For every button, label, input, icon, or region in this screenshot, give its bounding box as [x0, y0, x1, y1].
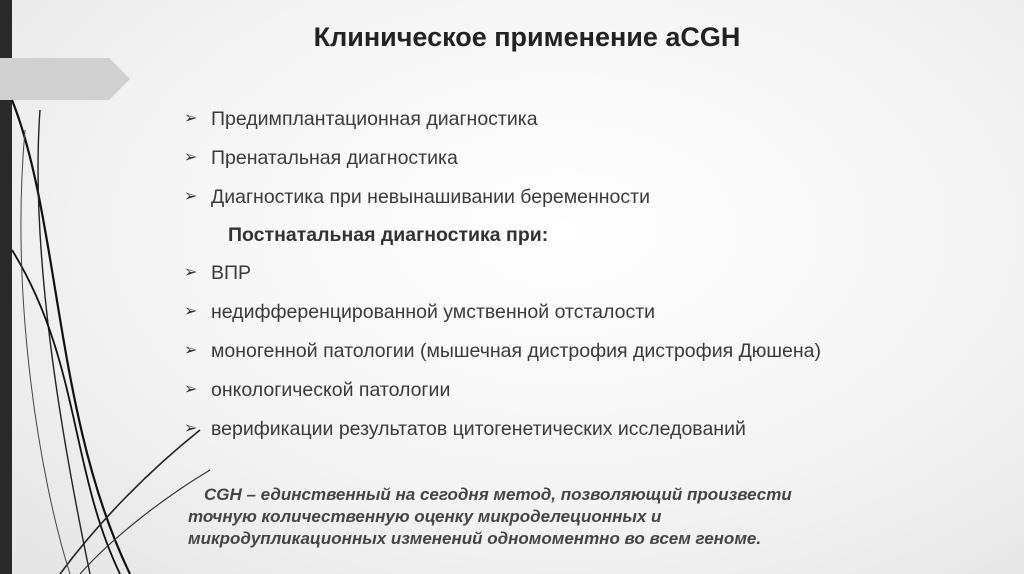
list-item-text: Диагностика при невынашивании беременности [211, 186, 650, 208]
note-line: точную количественную оценку микроделеционных и [188, 507, 662, 526]
arrow-bullet-icon: ➢ [184, 381, 198, 398]
slide-title: Клиническое применение aCGH [313, 22, 741, 52]
content-list [184, 106, 1004, 442]
arrow-bullet-icon: ➢ [184, 110, 198, 127]
list-item [184, 377, 1004, 403]
list-item [184, 416, 1004, 442]
note-line: CGH – единственный на сегодня метод, позволяющий произвести [204, 485, 792, 504]
list-item [184, 145, 1004, 171]
list-item-text: верификации результатов цитогенетических исследований [211, 418, 746, 440]
list-item [184, 299, 1004, 325]
list-item [184, 106, 1004, 132]
list-item-text: ВПР [211, 262, 252, 284]
arrow-bullet-icon: ➢ [184, 303, 198, 320]
note-line: микродупликационных изменений одномоментно во всем геноме. [188, 529, 762, 548]
list-item [184, 338, 1004, 364]
arrow-bullet-icon: ➢ [184, 149, 198, 166]
list-item [184, 184, 1004, 210]
list-item-text: онкологической патологии [211, 379, 451, 401]
arrow-bullet-icon: ➢ [184, 188, 198, 205]
subheading: Постнатальная диагностика при: [228, 224, 549, 246]
list-item-text: Предимплантационная диагностика [211, 108, 538, 130]
arrow-bullet-icon: ➢ [184, 264, 198, 281]
arrow-bullet-icon: ➢ [184, 420, 198, 437]
list-item-text: недифференцированной умственной отсталости [211, 301, 656, 323]
arrow-bullet-icon: ➢ [184, 342, 198, 359]
list-item-text: Пренатальная диагностика [211, 147, 458, 169]
list-item-text: моногенной патологии (мышечная дистрофия дистрофия Дюшена) [211, 340, 821, 362]
cgh-note [188, 484, 908, 550]
list-item [184, 260, 1004, 286]
